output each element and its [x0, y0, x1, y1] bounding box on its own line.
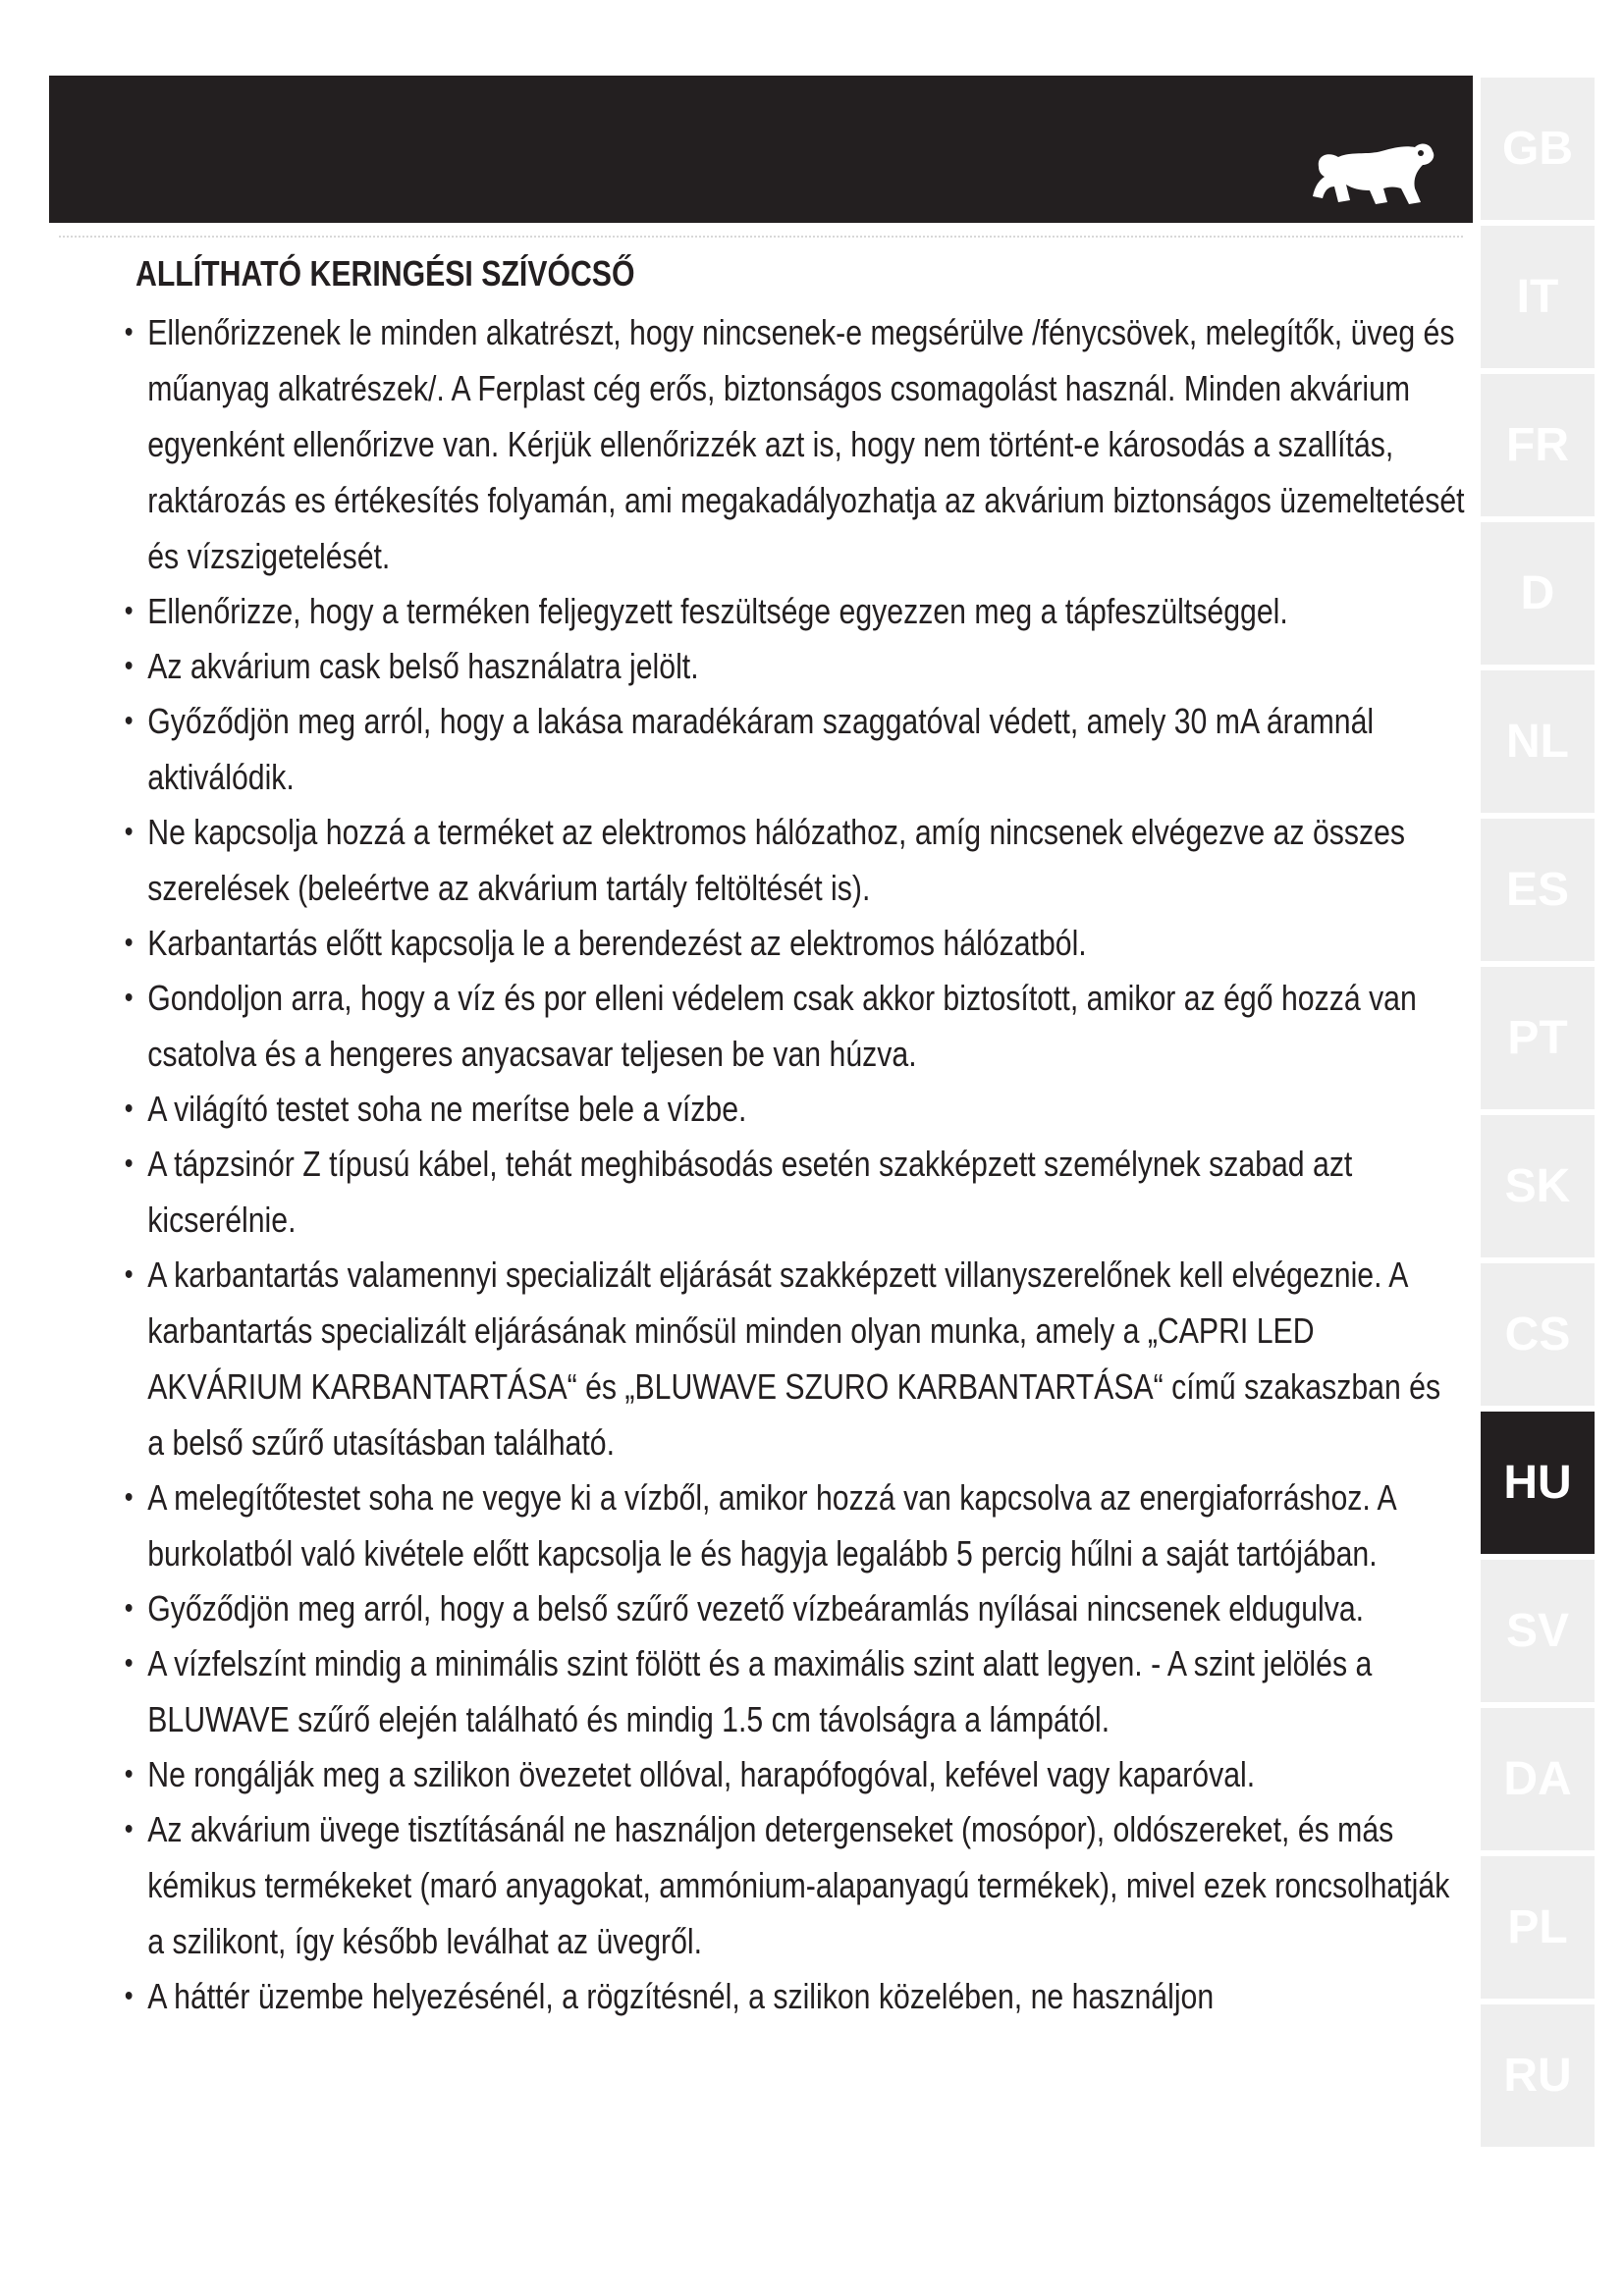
language-tab-it[interactable]: IT — [1481, 226, 1595, 368]
list-item: • A vízfelszínt mindig a minimális szint fölött és a maximális szint alatt legyen. - A szint jelölés a BLUWAVE szűrő elején található és mindig 1.5 cm távolságra a lámpától. — [118, 1635, 1465, 1747]
list-item: • Győződjön meg arról, hogy a lakása maradékáram szaggatóval védett, amely 30 mA áramnál aktiválódik. — [118, 693, 1465, 805]
list-item: • Ne kapcsolja hozzá a terméket az elektromos hálózathoz, amíg nincsenek elvégezve az összes szerelések (beleértve az akvárium tartály feltöltését is). — [118, 804, 1465, 916]
ferplast-ferret-logo-icon — [1311, 137, 1438, 211]
section-title: ALLÍTHATÓ KERINGÉSI SZÍVÓCSŐ — [135, 253, 635, 294]
language-tab-cs[interactable]: CS — [1481, 1263, 1595, 1406]
list-item: • Az akvárium cask belső használatra jelölt. — [118, 638, 1465, 694]
language-tab-nl[interactable]: NL — [1481, 670, 1595, 813]
list-item: • Ellenőrizze, hogy a terméken feljegyzett feszültsége egyezzen meg a tápfeszültséggel. — [118, 583, 1465, 639]
language-tab-hu[interactable]: HU — [1481, 1412, 1595, 1554]
language-tab-fr[interactable]: FR — [1481, 374, 1595, 516]
safety-instructions-list — [118, 304, 1473, 2024]
list-item: • Karbantartás előtt kapcsolja le a berendezést az elektromos hálózatból. — [118, 915, 1465, 971]
list-item: • A világító testet soha ne merítse bele a vízbe. — [118, 1081, 1465, 1137]
language-tab-pt[interactable]: PT — [1481, 967, 1595, 1109]
language-tab-sv[interactable]: SV — [1481, 1560, 1595, 1702]
manual-content — [118, 253, 1473, 2023]
header-divider — [59, 236, 1463, 238]
list-item: • A karbantartás valamennyi specializált eljárását szakképzett villanyszerelőnek kell elvégeznie. A karbantartás specializált eljárásának minősül minden olyan munka, amely a „CAPRI LED AKVÁRIUM KARBANTARTÁSA“ és „BLUWAVE SZURO KARBANTARTÁSA“ című szakaszban és a belső szűrő utasításban található. — [118, 1247, 1465, 1470]
header-bar — [49, 76, 1473, 223]
list-item: • A melegítőtestet soha ne vegye ki a vízből, amikor hozzá van kapcsolva az energiaforráshoz. A burkolatból való kivétele előtt kapcsolja le és hagyja legalább 5 percig hűlni a saját tartójában. — [118, 1469, 1465, 1581]
list-item: • Ne rongálják meg a szilikon övezetet ollóval, harapófogóval, kefével vagy kaparóval. — [118, 1746, 1465, 1802]
language-tab-d[interactable]: D — [1481, 522, 1595, 665]
language-tab-sk[interactable]: SK — [1481, 1115, 1595, 1257]
list-item: • Gondoljon arra, hogy a víz és por elleni védelem csak akkor biztosított, amikor az égő hozzá van csatolva és a hengeres anyacsavar teljesen be van húzva. — [118, 970, 1465, 1082]
language-tab-gb[interactable]: GB — [1481, 78, 1595, 220]
list-item: • A tápzsinór Z típusú kábel, tehát meghibásodás esetén szakképzett személynek szabad azt kicserélnie. — [118, 1136, 1465, 1248]
language-tab-ru[interactable]: RU — [1481, 2004, 1595, 2147]
language-tabs — [1481, 78, 1595, 2147]
language-tab-da[interactable]: DA — [1481, 1708, 1595, 1850]
list-item: • Győződjön meg arról, hogy a belső szűrő vezető vízbeáramlás nyílásai nincsenek eldugulva. — [118, 1580, 1465, 1636]
list-item: • Ellenőrizzenek le minden alkatrészt, hogy nincsenek-e megsérülve /fénycsövek, melegítők, üveg és műanyag alkatrészek/. A Ferplast cég erős, biztonságos csomagolást használ. Minden akvárium egyenként ellenőrizve van. Kérjük ellenőrizzék azt is, hogy nem történt-e károsodás a szallítás, raktározás es értékesítés folyamán, ami megakadályozhatja az akvárium biztonságos üzemeltetését és vízszigetelését. — [118, 304, 1465, 584]
list-item: • Az akvárium üvege tisztításánál ne használjon detergenseket (mosópor), oldószereket, és más kémikus termékeket (maró anyagokat, ammónium-alapanyagú termékek), mivel ezek roncsolhatják a szilikont, így később leválhat az üvegről. — [118, 1801, 1465, 1969]
language-tab-es[interactable]: ES — [1481, 819, 1595, 961]
list-item: • A háttér üzembe helyezésénél, a rögzítésnél, a szilikon közelében, ne használjon — [118, 1968, 1465, 2024]
language-tab-pl[interactable]: PL — [1481, 1856, 1595, 1999]
